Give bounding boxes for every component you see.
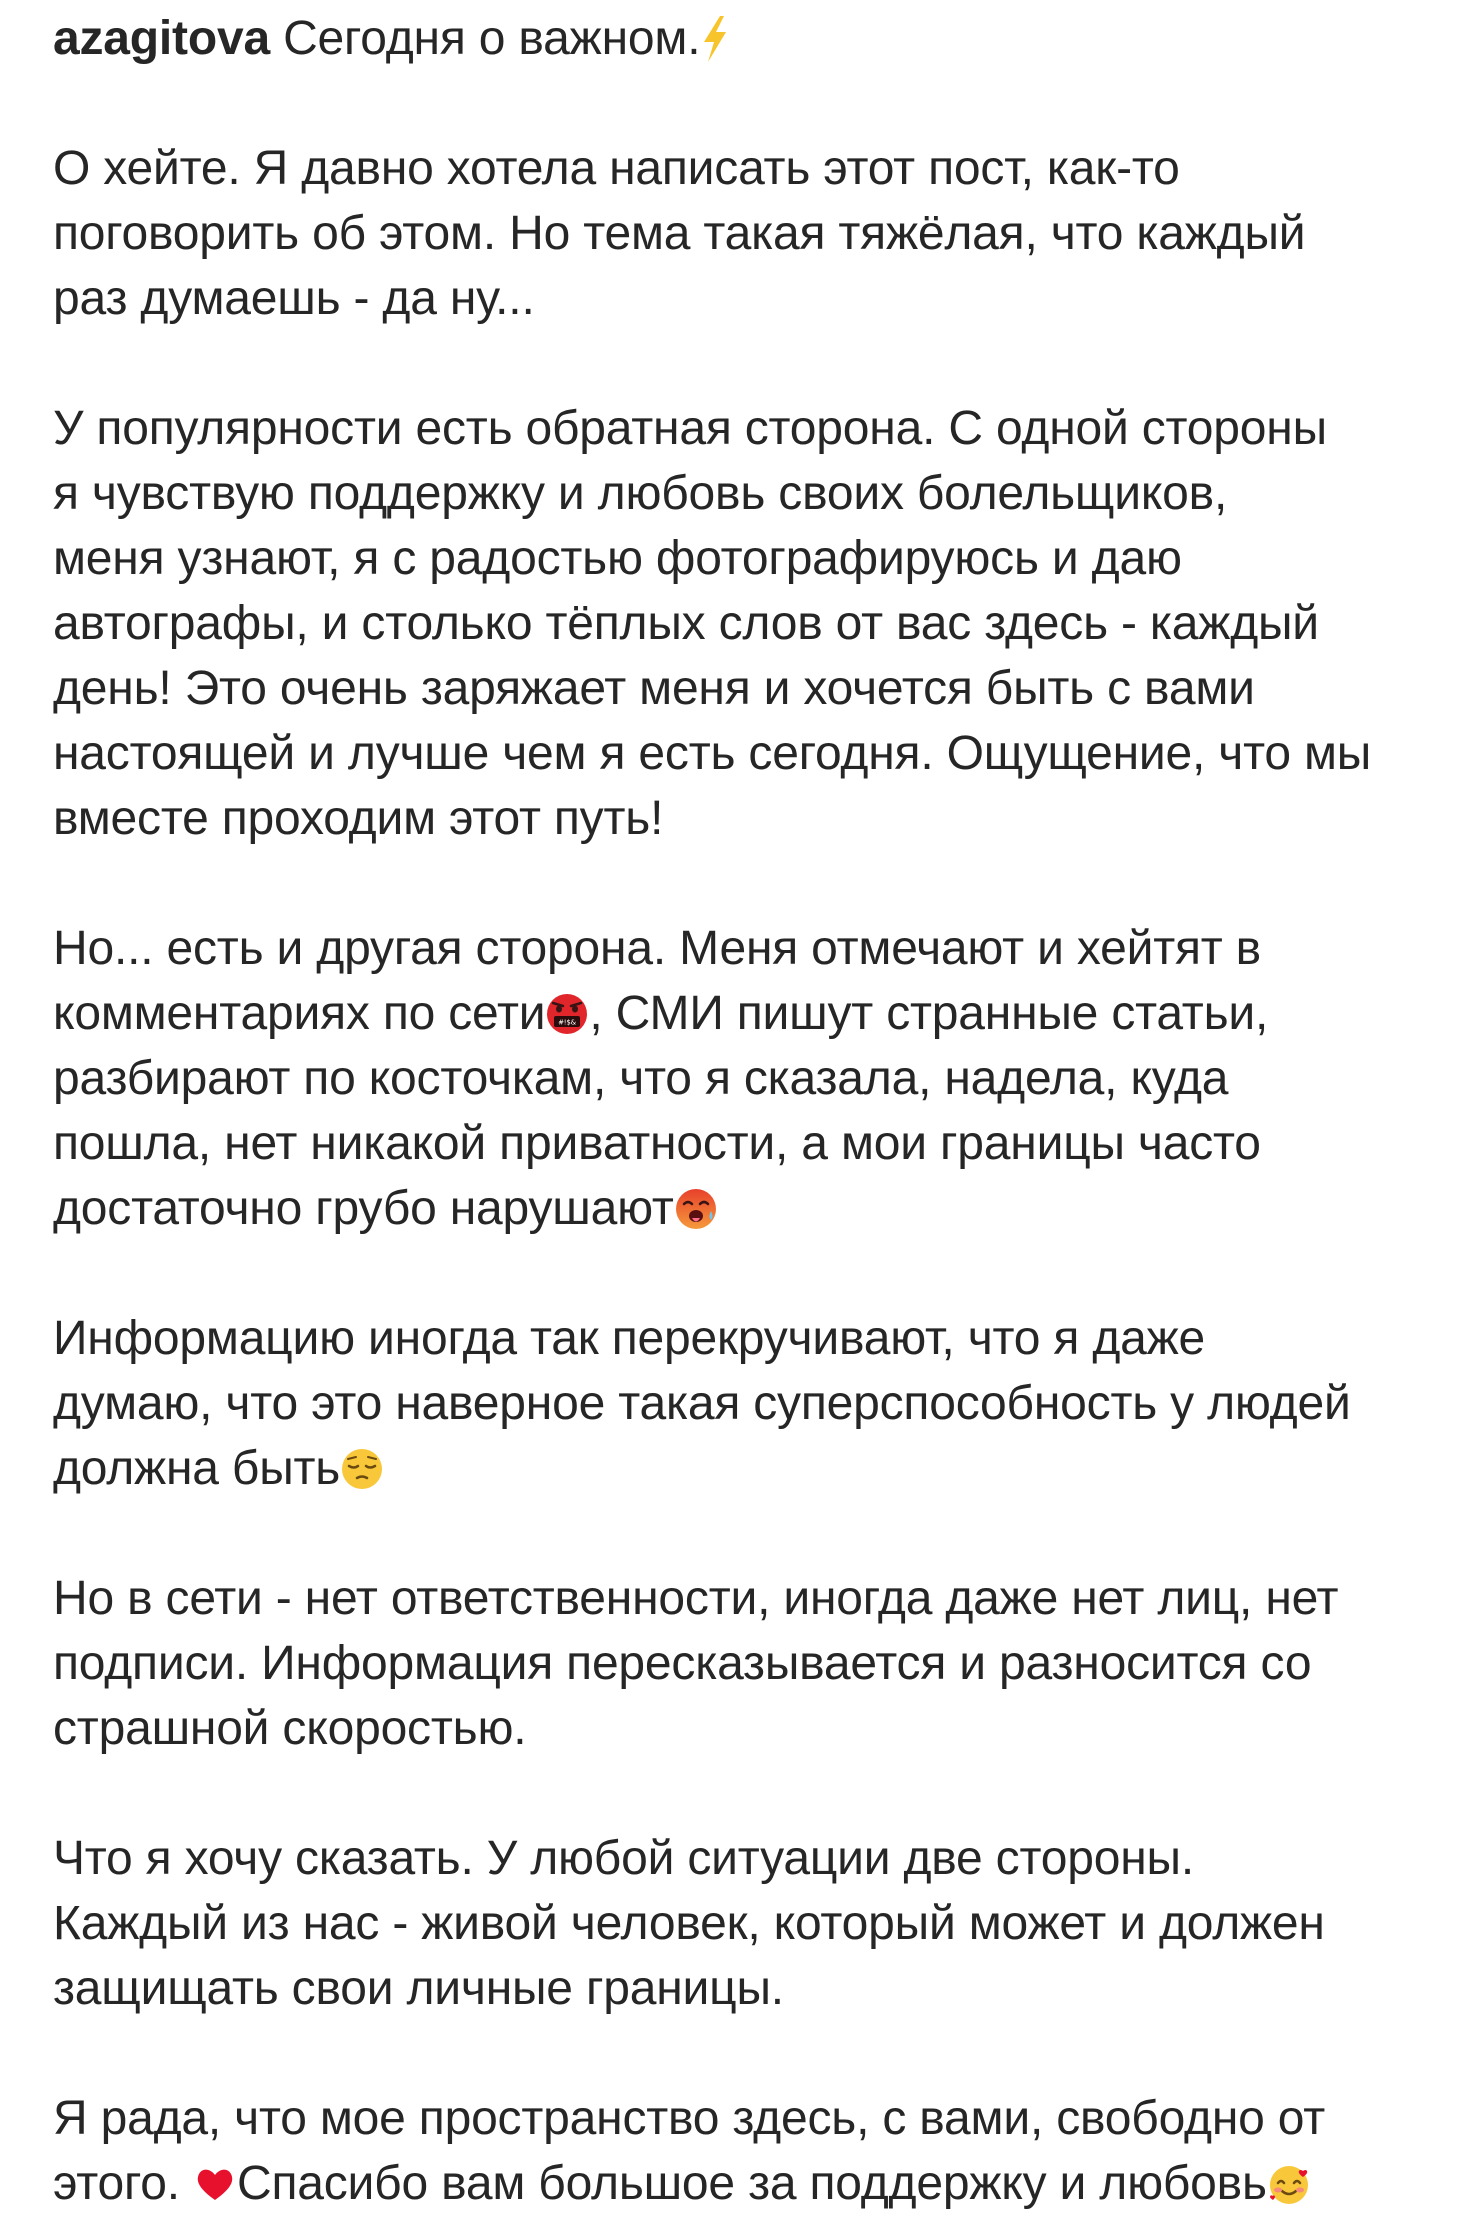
text-fragment: достаточно грубо нарушают xyxy=(53,1182,674,1235)
red-heart-icon xyxy=(193,2162,237,2206)
text-line: Но... есть и другая сторона. Меня отмечают и хейтят в xyxy=(53,922,1261,975)
paragraph-2 xyxy=(53,396,1443,851)
post-caption xyxy=(53,0,1443,2216)
text-line: поговорить об этом. Но тема такая тяжёлая, что каждый xyxy=(53,207,1306,260)
paragraph-3 xyxy=(53,916,1443,1241)
text-line xyxy=(53,2151,1443,2216)
text-line: страшной скоростью. xyxy=(53,1702,527,1755)
svg-text:#!$&: #!$& xyxy=(558,1018,577,1027)
text-line: думаю, что это наверное такая суперспособность у людей xyxy=(53,1377,1351,1430)
text-fragment: Спасибо вам большое за поддержку и любовь xyxy=(237,2157,1267,2210)
text-fragment: должна быть xyxy=(53,1442,341,1495)
text-line: меня узнают, я с радостью фотографируюсь и даю xyxy=(53,532,1182,585)
text-line: Что я хочу сказать. У любой ситуации две стороны. xyxy=(53,1832,1194,1885)
paragraph-7 xyxy=(53,2086,1443,2216)
text-line: вместе проходим этот путь! xyxy=(53,792,664,845)
text-fragment: этого. xyxy=(53,2157,193,2210)
paragraph-6 xyxy=(53,1826,1443,2021)
text-line: разбирают по косточкам, что я сказала, надела, куда xyxy=(53,1052,1229,1105)
caption-title: Сегодня о важном. xyxy=(283,12,701,65)
paragraph-1 xyxy=(53,136,1443,331)
text-line: У популярности есть обратная сторона. С одной стороны xyxy=(53,402,1327,455)
text-line: Но в сети - нет ответственности, иногда даже нет лиц, нет xyxy=(53,1572,1339,1625)
text-line xyxy=(53,1436,1443,1501)
smiling-face-with-hearts-icon xyxy=(1267,2162,1311,2206)
text-line: О хейте. Я давно хотела написать этот пост, как-то xyxy=(53,142,1180,195)
pensive-face-icon xyxy=(340,1447,384,1491)
text-line: Я рада, что мое пространство здесь, с вами, свободно от xyxy=(53,2092,1325,2145)
bolt-icon xyxy=(700,16,730,62)
text-line xyxy=(53,1176,1443,1241)
text-line: Информацию иногда так перекручивают, что я даже xyxy=(53,1312,1206,1365)
text-line: я чувствую поддержку и любовь своих болельщиков, xyxy=(53,467,1228,520)
text-line: автографы, и столько тёплых слов от вас здесь - каждый xyxy=(53,597,1319,650)
caption-header xyxy=(53,6,1443,71)
text-line: пошла, нет никакой приватности, а мои границы часто xyxy=(53,1117,1261,1170)
text-line: настоящей и лучше чем я есть сегодня. Ощущение, что мы xyxy=(53,727,1372,780)
face-with-symbols-icon xyxy=(545,992,589,1036)
paragraph-5 xyxy=(53,1566,1443,1761)
text-fragment: , СМИ пишут странные статьи, xyxy=(589,987,1269,1040)
paragraph-4 xyxy=(53,1306,1443,1501)
text-line: Каждый из нас - живой человек, который может и должен xyxy=(53,1897,1325,1950)
text-line: день! Это очень заряжает меня и хочется быть с вами xyxy=(53,662,1255,715)
hot-face-icon xyxy=(674,1187,718,1231)
username-link[interactable]: azagitova xyxy=(53,12,270,65)
text-line: подписи. Информация пересказывается и разносится со xyxy=(53,1637,1312,1690)
text-line: защищать свои личные границы. xyxy=(53,1962,784,2015)
text-line xyxy=(53,981,1443,1046)
text-line: раз думаешь - да ну... xyxy=(53,272,535,325)
text-fragment: комментариях по сети xyxy=(53,987,546,1040)
